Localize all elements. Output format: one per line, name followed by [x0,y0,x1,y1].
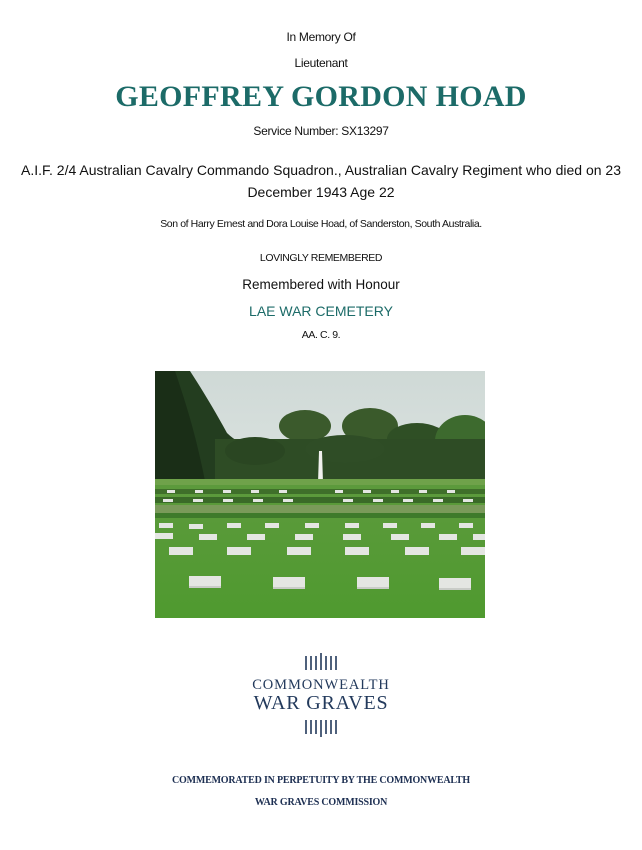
cemetery-name: LAE WAR CEMETERY [249,303,393,319]
memorial-heading: In Memory Of [286,30,356,44]
grave-reference: AA. C. 9. [301,329,341,341]
footer-line-2: WAR GRAVES COMMISSION [254,797,388,808]
unit-description: A.I.F. 2/4 Australian Cavalry Commando Squadron., Australian Cavalry Regiment who died on 23 December 1943 Age 22 [21,162,621,200]
soldier-name: GEOFFREY GORDON HOAD [115,80,527,113]
cwgc-logo: COMMONWEALTH WAR GRAVES [252,677,390,714]
footer-line-1: COMMEMORATED IN PERPETUITY BY THE COMMONWEALTH [172,775,470,786]
inscription: LOVINGLY REMEMBERED [259,252,383,264]
cemetery-photo [155,371,485,618]
rank: Lieutenant [294,56,348,70]
service-number: Service Number: SX13297 [253,124,389,138]
family-details: Son of Harry Ernest and Dora Louise Hoad, of Sanderston, South Australia. [160,218,482,230]
remembered-with-honour: Remembered with Honour [242,277,400,292]
